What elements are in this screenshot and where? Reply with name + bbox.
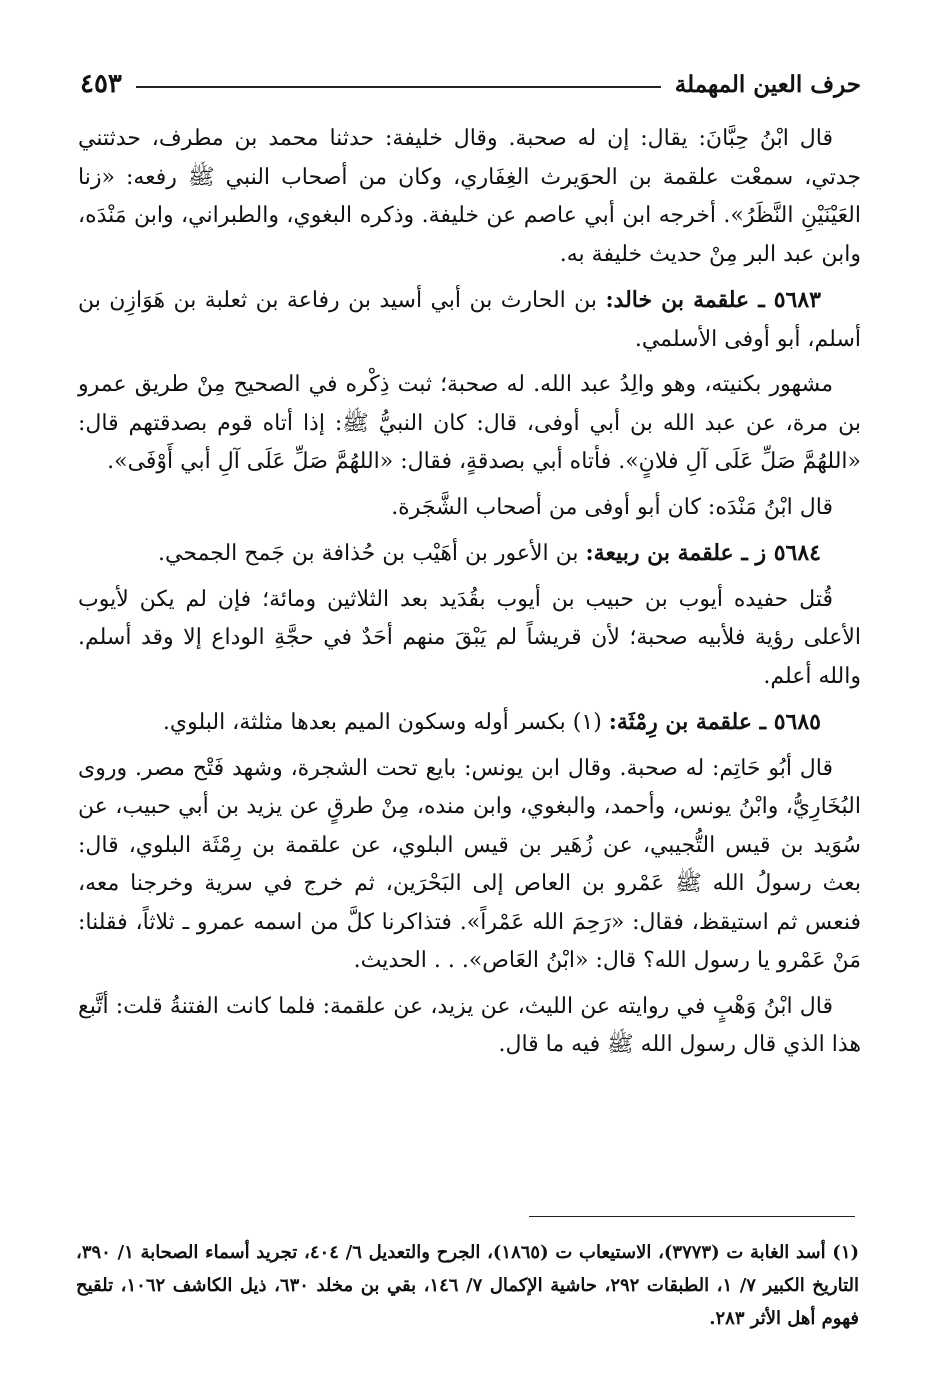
paragraph (78, 750, 861, 981)
paragraph (78, 366, 861, 482)
footnote-text: (١) أسد الغابة ت (٣٧٧٣)، الاستيعاب ت (١٨٦٥)، الجرح والتعديل ٦/ ٤٠٤، تجريد أسماء الصحابة ١/ ٣٩٠، التاريخ الكبير ٧/ ١، الطبقات ٢٩٢، حاشية الإكمال ٧/ ١٤٦، بقي بن مخلد ٦٣٠، ذيل الكاشف ١٠٦٢، تلقيح فهوم أهل الأثر ٢٨٣. (76, 1242, 860, 1329)
paragraph-text: (١) بكسر أوله وسكون الميم بعدها مثلثة، البلوي. (162, 710, 609, 735)
running-title: حرف العين المهملة (674, 70, 861, 98)
entry-heading: ٥٦٨٣ ـ علقمة بن خالد: (605, 287, 821, 313)
entry-heading: ٥٦٨٥ ـ علقمة بن رِمْثَة: (608, 709, 821, 735)
paragraph-text: قال ابْنُ حِبَّانَ: يقال: إن له صحبة. وقال خليفة: حدثنا محمد بن مطرف، حدثتني جدتي، سمعْت علقمة بن الحوَيرث الغِفَاري، وكان من أصحاب النبي ﷺ رفعه: «زنا العَيْنَيْنِ النَّظَرُ». أخرجه ابن أبي عاصم عن خليفة. وذكره البغوي، والطبراني، وابن مَنْدَه، وابن عبد البر مِنْ حديث خليفة به. (78, 126, 861, 267)
paragraph-text: مشهور بكنيته، وهو والِدُ عبد الله. له صحبة؛ ثبت ذِكْره في الصحيح مِنْ طريق عمرو بن مرة، عن عبد الله بن أبي أوفى، قال: كان النبيُّ ﷺ: إذا أتاه قوم بصدقتهم قال: «اللهُمَّ صَلِّ عَلَى آلِ فلانٍ». فأتاه أبي بصدقةٍ، فقال: «اللهُمَّ صَلِّ عَلَى آلِ أبي أَوْفَى». (78, 372, 861, 474)
paragraph-text: بن الحارث بن أبي أسيد بن رفاعة بن ثعلبة بن هَوَازِن بن أسلم، أبو أوفى الأسلمي. (78, 288, 861, 352)
page-number: ٤٥٣ (80, 69, 122, 99)
page-header (80, 62, 861, 106)
paragraph-text: قُتل حفيده أيوب بن حبيب بن أيوب بقُدَيد بعد الثلاثين ومائة؛ فإن لم يكن لأيوب الأعلى رؤية فلأبيه صحبة؛ لأن قريشاً لم يَبْقَ منهم أحَدٌ في حجَّةِ الوداع إلا وقد أسلم. والله أعلم. (78, 586, 861, 689)
paragraph-text: قال ابْنُ مَنْدَه: كان أبو أوفى من أصحاب الشَّجَرة. (391, 494, 833, 520)
paragraph (78, 988, 861, 1065)
entry-heading: ٥٦٨٤ ز ـ علقمة بن ربيعة: (585, 540, 821, 566)
paragraph (78, 581, 861, 697)
paragraph-text: قال ابْنُ وَهْبٍ في روايته عن الليث، عن يزيد، عن علقمة: فلما كانت الفتنةُ قلت: أتَّبع هذا الذي قال رسول الله ﷺ فيه ما قال. (78, 993, 861, 1057)
paragraph-text: قال أبُو حَاتِم: له صحبة. وقال ابن يونس: بايع تحت الشجرة، وشهد فَتْح مصر. وروى البُخَارِيُّ، وابْنُ يونس، وأحمد، والبغوي، وابن منده، مِنْ طرقٍ عن يزيد بن أبي حبيب، عن سُوَيد بن قيس التُّجيبي، عن زُهَير بن قيس البلوي، عن علقمة بن رِمْثَة البلوي، قال: بعث رسولُ الله ﷺ عَمْرو بن العاص إلى البَحْرَين، ثم خرج في سرية وخرجنا معه، فنعس ثم استيقظ، فقال: «رَحِمَ الله عَمْراً». فتذاكرنا كلَّ من اسمه عمرو ـ ثلاثاً، فقلنا: مَنْ عَمْرو يا رسول الله؟ قال: «ابْنُ العَاص». . . الحديث. (78, 755, 861, 973)
entry-paragraph (78, 703, 861, 743)
paragraph (78, 489, 861, 528)
footnote-separator (529, 1216, 855, 1217)
main-text (78, 120, 861, 1072)
paragraph-text: بن الأعور بن أهَيْب بن حُذافة بن جَمح الجمحي. (158, 541, 586, 566)
paragraph (78, 120, 861, 274)
footnotes (76, 1236, 859, 1335)
footnote (76, 1236, 859, 1335)
header-rule (136, 86, 661, 88)
entry-paragraph (78, 534, 861, 574)
entry-paragraph (78, 281, 861, 359)
